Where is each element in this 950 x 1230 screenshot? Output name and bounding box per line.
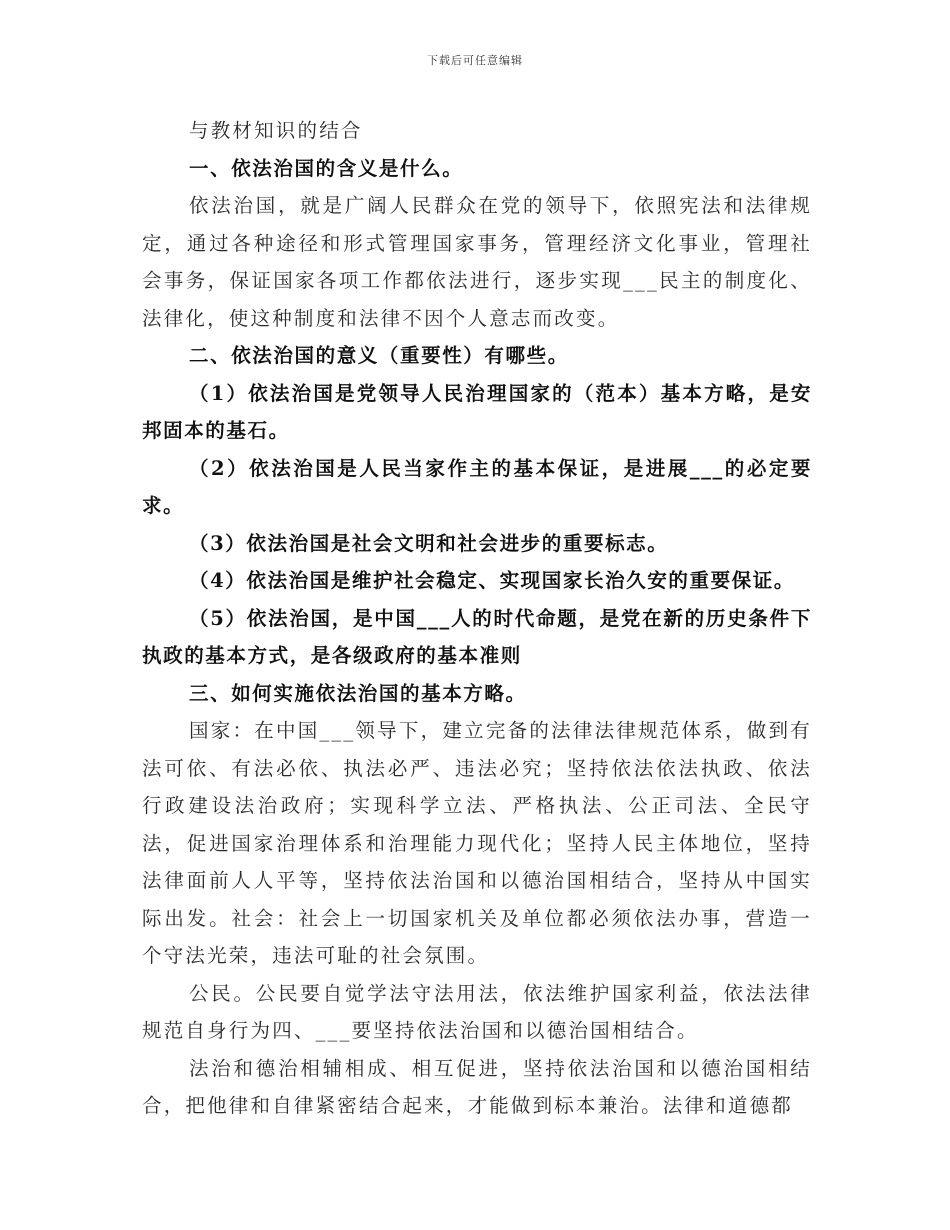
section-3-body-national: 国家：在中国___领导下，建立完备的法律法律规范体系，做到有法可依、有法必依、执法必严、违法必究；坚持依法依法执政、依法行政建设法治政府；实现科学立法、严格执法、公正司法、全民守法，促进国家治理体系和治理能力现代化；坚持人民主体地位，坚持法律面前人人平等，坚持依法治国和以德治国相结合，坚持从中国实际出发。社会：社会上一切国家机关及单位都必须依法办事，营造一个守法光荣，违法可耻的社会氛围。	[142, 719, 812, 967]
section-2-item-3: （3）依法治国是社会文明和社会进步的重要标志。	[189, 531, 669, 555]
section-2-item-4: （4）依法治国是维护社会稳定、实现国家长治久安的重要保证。	[189, 569, 795, 592]
section-4-body: 法治和德治相辅相成、相互促进，坚持依法治国和以德治国相结合，把他律和自律紧密结合起来，才能做到标本兼治。法律和道德都	[142, 1056, 812, 1117]
section-2-item-5: （5）依法治国，是中国___人的时代命题，是党在新的历史条件下执政的基本方式，是各级政府的基本准则	[142, 606, 812, 667]
section-2-item-2: （2）依法治国是人民当家作主的基本保证，是进展___的必定要求。	[142, 456, 812, 517]
page-header: 下载后可任意编辑	[427, 54, 523, 67]
section-3-title: 三、如何实施依法治国的基本方略。	[189, 681, 527, 705]
section-1-title: 一、依法治国的含义是什么。	[189, 156, 464, 180]
section-2-item-1: （1）依法治国是党领导人民治理国家的（范本）基本方略，是安邦固本的基石。	[142, 381, 812, 442]
section-1-body: 依法治国，就是广阔人民群众在党的领导下，依照宪法和法律规定，通过各种途径和形式管理国家事务，管理经济文化事业，管理社会事务，保证国家各项工作都依法进行，逐步实现___民主的制度化、法律化，使这种制度和法律不因个人意志而改变。	[142, 194, 812, 330]
intro-line: 与教材知识的结合	[189, 119, 363, 142]
section-2-title: 二、依法治国的意义（重要性）有哪些。	[189, 344, 569, 367]
section-3-body-citizen: 公民。公民要自觉学法守法用法，依法维护国家利益，依法法律规范自身行为四、___要坚持依法治国和以德治国相结合。	[142, 981, 812, 1042]
document-body	[142, 112, 812, 1125]
